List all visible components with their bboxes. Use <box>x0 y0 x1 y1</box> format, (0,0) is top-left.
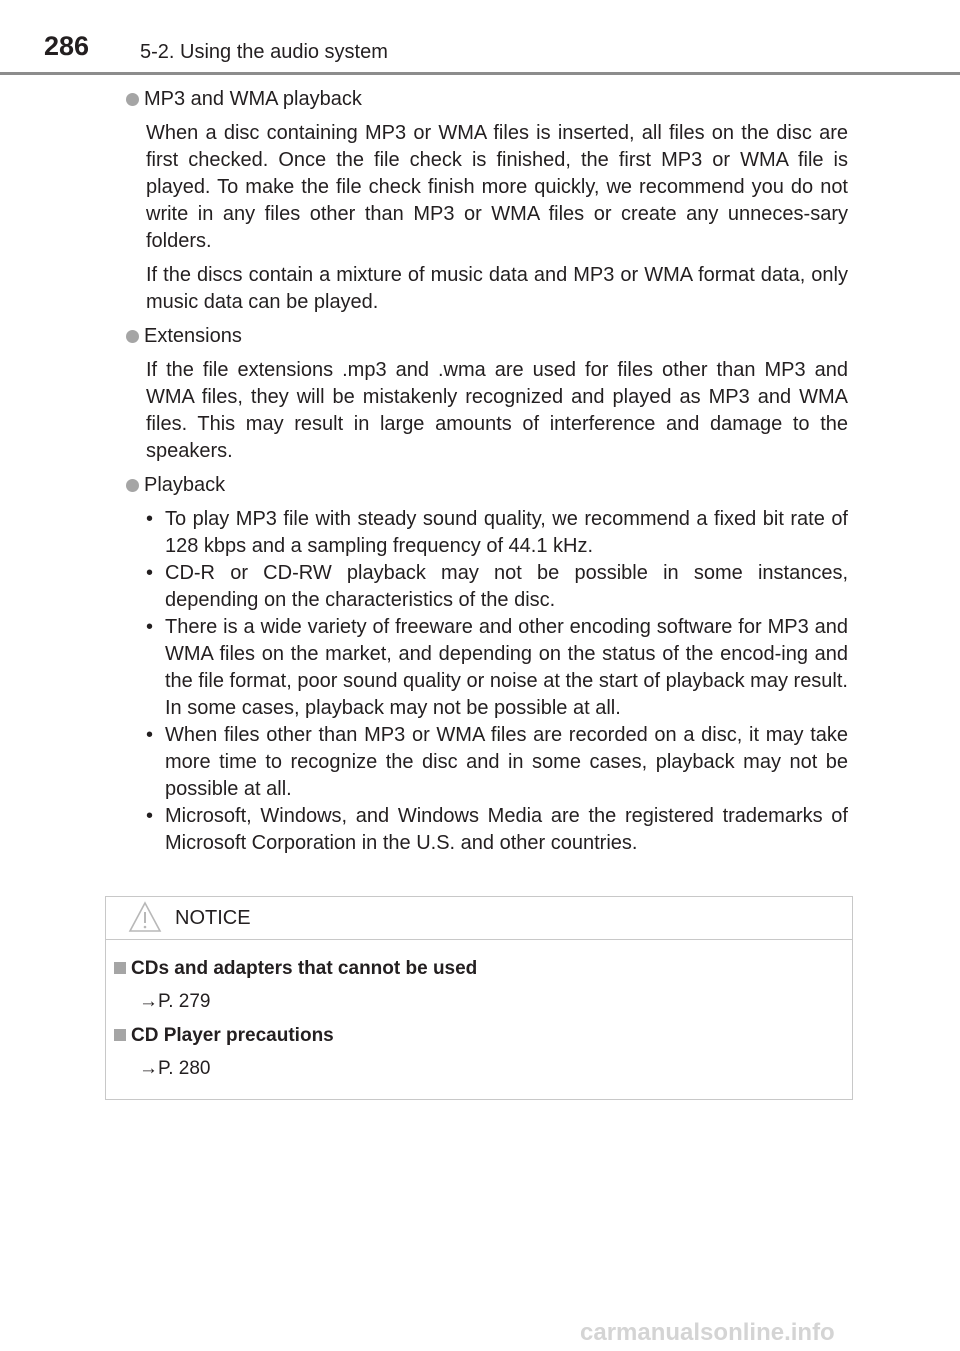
bullet-dot-icon <box>126 93 139 106</box>
square-bullet-icon <box>114 962 126 974</box>
list-item-text: CD-R or CD-RW playback may not be possible in some instances, depending on the characteristics of the disc. <box>165 562 848 611</box>
main-content <box>128 86 848 857</box>
paragraph: When a disc containing MP3 or WMA files is inserted, all files on the disc are first checked. Once the file check is finished, the first MP3 or WMA file is played. To make the file check finish more quickly, we recommend you do not write in any files other than MP3 or WMA files or create any unneces-sary folders. <box>146 122 848 252</box>
header-divider <box>0 72 960 75</box>
section-heading-text: Extensions <box>144 325 242 347</box>
list-bullet: • <box>146 508 154 530</box>
warning-triangle-icon <box>128 901 162 933</box>
section-heading-extensions <box>128 323 848 350</box>
bullet-dot-icon <box>126 479 139 492</box>
list-item-text: To play MP3 file with steady sound quality, we recommend a fixed bit rate of 128 kbps and a sampling frequency of 44.1 kHz. <box>165 508 848 557</box>
list-item <box>146 722 848 803</box>
notice-header <box>106 897 852 940</box>
paragraph: If the file extensions .mp3 and .wma are used for files other than MP3 and WMA files, they will be mistakenly recognized and played as MP3 and WMA files. This may result in large amounts of interference and damage to the speakers. <box>146 359 848 462</box>
page-number: 286 <box>44 31 90 61</box>
list-bullet: • <box>146 724 154 746</box>
bullet-dot-icon <box>126 330 139 343</box>
notice-title: NOTICE <box>175 907 251 929</box>
section-heading-playback <box>128 472 848 499</box>
list-bullet: • <box>146 562 154 584</box>
list-item-text: Microsoft, Windows, and Windows Media are the registered trademarks of Microsoft Corporation in the U.S. and other countries. <box>165 805 848 854</box>
page-reference-link[interactable]: →P. 279 <box>139 991 211 1012</box>
section-heading-mp3-wma-playback <box>128 86 848 113</box>
list-item-text: When files other than MP3 or WMA files are recorded on a disc, it may take more time to recognize the disc and in some cases, playback may not be possible at all. <box>165 724 848 800</box>
page-reference-link[interactable]: →P. 280 <box>139 1058 211 1079</box>
list-item <box>146 560 848 614</box>
list-item <box>146 803 848 857</box>
notice-item-title: CD Player precautions <box>131 1025 334 1046</box>
list-item-text: There is a wide variety of freeware and other encoding software for MP3 and WMA files on the market, and depending on the status of the encod-ing and the file format, poor sound quality or noise at the start of playback may result. In some cases, playback may not be possible at all. <box>165 616 848 719</box>
list-item <box>146 614 848 722</box>
section-heading-text: Playback <box>144 474 226 496</box>
playback-bullet-list <box>146 506 848 857</box>
section-title: 5-2. Using the audio system <box>140 41 388 63</box>
notice-item-title: CDs and adapters that cannot be used <box>131 958 478 979</box>
list-bullet: • <box>146 805 154 827</box>
paragraph: If the discs contain a mixture of music data and MP3 or WMA format data, only music data can be played. <box>146 264 848 313</box>
section-heading-text: MP3 and WMA playback <box>144 88 362 110</box>
list-bullet: • <box>146 616 154 638</box>
list-item <box>146 506 848 560</box>
watermark: carmanualsonline.info <box>580 1319 835 1346</box>
notice-box <box>105 896 853 1100</box>
square-bullet-icon <box>114 1029 126 1041</box>
page-header <box>0 0 960 78</box>
